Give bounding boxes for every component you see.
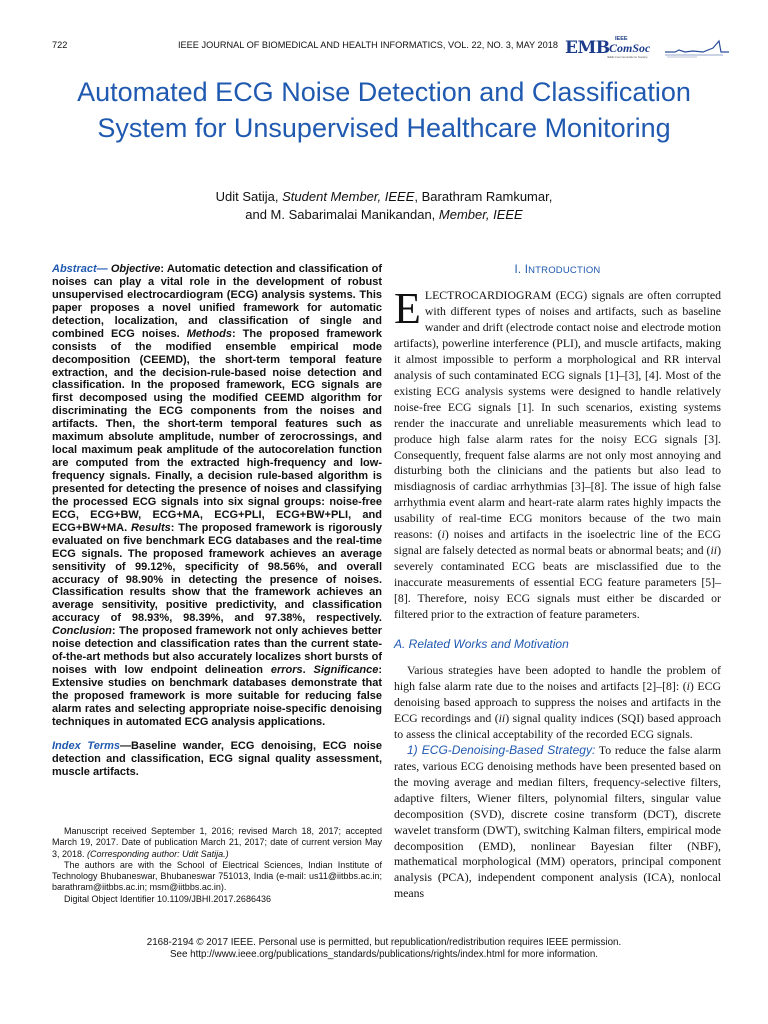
abstract-significance-label: Significance: [313, 664, 379, 677]
abstract-results-text: : The proposed framework is rigorously evaluated on five benchmark ECG databases and the real-time ECG signals. The proposed framework achieves an average sensitivity of 99.12%, specificity of 98.56%, and overall accuracy of 98.90% in detecting the presence of noises. Classification results show that the framework achieves an average sensitivity, positive predictivity, and classification accuracy of 98.93%, 98.39%, and 97.38%, respectively.: [52, 521, 382, 625]
author-membership: Student Member, IEEE: [282, 189, 415, 204]
copyright-line: 2168-2194 © 2017 IEEE. Personal use is permitted, but republication/redistribution requires IEEE permission.: [146, 937, 622, 948]
roman-numeral-ii: ii: [710, 543, 718, 558]
abstract-methods-label: Methods: [186, 327, 232, 340]
comsoc-logo-tagline: IEEE Communications Society: [607, 55, 648, 59]
signal-processing-logo-icon: [663, 38, 731, 60]
related-text-part-1: Various strategies have been adopted to handle the problem of high false alarm rate due to the noises and artifacts [2]–[8]: (: [394, 663, 721, 693]
abstract: [52, 263, 382, 729]
paper-title: Automated ECG Noise Detection and Classification System for Unsupervised Healthcare Monitoring: [77, 77, 691, 143]
footnote-dates: [52, 826, 382, 860]
abstract-objective-text: : Automatic detection and classification of noises can play a vital role in the development of robust unsupervised electrocardiogram (ECG) analysis systems. This paper proposes a novel unified framework for automatic detection, localization, and classification of single and combined ECG noises.: [52, 263, 382, 340]
rights-url-line: See http://www.ieee.org/publications_standards/publications/rights/index.html for more information.: [169, 949, 599, 960]
section-heading-introduction: [394, 264, 721, 276]
page-number: 722: [52, 40, 68, 50]
index-terms-label: Index Terms: [52, 739, 121, 752]
abstract-results-label: Results: [131, 521, 171, 534]
abstract-errors-word: errors: [270, 664, 303, 677]
author-list: [60, 188, 708, 224]
abstract-errors-tail: .: [302, 664, 314, 677]
subsubsection-heading-denoising: 1) ECG-Denoising-Based Strategy:: [407, 742, 596, 757]
subsection-heading-related-works: A. Related Works and Motivation: [394, 637, 569, 652]
index-terms-text: —Baseline wander, ECG denoising, ECG noise detection and classification, ECG signal quality assessment, muscle artifacts.: [52, 739, 382, 778]
footnote-doi: Digital Object Identifier 10.1109/JBHI.2017.2686436: [64, 893, 271, 904]
manuscript-footnote: [52, 826, 382, 905]
corresponding-author: (Corresponding author: Udit Satija.): [87, 848, 229, 859]
section-title-initial: I: [524, 264, 529, 276]
denoising-strategy-text: To reduce the false alarm rates, various ECG denoising methods have been presented based on the moving average and median filters, frequency-selective filters, adaptive filters, Wiener filters, polynomial filters, singular value decomposition (SVD), discrete cosine transform (DCT), discrete wavelet transform (DWT), switching Kalman filters, empirical mode decomposition (EMD), nonlinear Bayesian filter (NBF), mathematical morphological (MM) operators, principal component analysis (PCA), independent component analysis (ICA), nonlocal means: [394, 742, 721, 901]
roman-numeral-i: i: [441, 527, 445, 542]
intro-text-part-1: LECTROCARDIOGRAM (ECG) signals are often corrupted with different types of noises and artifacts, such as baseline wander and drift (electrode contact noise and electrode motion artifacts), powerline interference (PLI), and muscle artifacts, making it almost impossible to perform a morphological and RR interval analysis of such contaminated ECG signals [1]–[3], [4]. Most of the existing ECG analysis systems were designed to handle relatively noise-free ECG signals [1]. In such scenarios, existing systems render the inaccurate and unreliable measurements which lead to produce high false alarm rates for the noisy ECG signals [3]. Consequently, frequent false alarms are not only most annoying and disturbing both the clinicians and the patients but also lead to misdiagnosis of cardiac arrhythmias [3]–[8]. The issue of high false arrhythmia event alarm and heart-rate alarm rates highly impacts the usability of real-time ECG monitors because of the two main reasons: (: [394, 288, 721, 542]
footnote-dates-text: Manuscript received September 1, 2016; revised March 18, 2017; accepted March 19, 2017. Date of publication March 21, 2017; date of current version May 3, 2018.: [52, 826, 382, 859]
related-text-part-3: ) signal quality indices (SQI) based approach to assess the clinical acceptability of the recorded ECG signals.: [394, 710, 722, 741]
emb-logo: EMB: [565, 38, 610, 58]
right-column: [394, 262, 721, 902]
author-name: Udit Satija,: [215, 189, 283, 204]
intro-text-part-3: ) severely contaminated ECG beats are misclassified due to the inaccurate measurements of essential ECG feature parameters [5]–[8]. Therefore, noisy ECG signals must either be discarded or filtered prior to the extraction of feature parameters.: [394, 543, 721, 622]
journal-line: IEEE JOURNAL OF BIOMEDICAL AND HEALTH INFORMATICS, VOL. 22, NO. 3, MAY 2018: [177, 40, 558, 50]
abstract-conclusion-label: Conclusion: [52, 625, 112, 638]
abstract-significance-text: : Extensive studies on benchmark databases demonstrate that the proposed framework is more suitable for reducing false alarm rates and selecting appropriate noise-specific denoising techniques in automated ECG analysis applications.: [52, 664, 382, 728]
comsoc-logo-wordmark: ComSoc: [609, 41, 651, 55]
roman-numeral-i: i: [686, 678, 690, 693]
related-text-part-2: ) ECG denoising based approach to suppress the noises and artifacts in the ECG recordings and (: [394, 678, 721, 725]
intro-text-part-2: ) noises and artifacts in the isoelectric line of the ECG signal are falsely detected as normal beats or abnormal beats; and (: [394, 527, 721, 558]
denoising-strategy-paragraph: [394, 743, 721, 903]
abstract-objective-label: Objective: [110, 263, 161, 275]
related-works-paragraph: [394, 663, 721, 743]
intro-paragraph: [394, 284, 721, 623]
society-logos: [565, 36, 735, 62]
copyright-notice: [60, 937, 708, 961]
drop-cap: E: [394, 284, 421, 333]
index-terms: [52, 740, 382, 779]
abstract-label: Abstract—: [52, 263, 111, 275]
section-numeral: I.: [514, 264, 525, 276]
left-column: [52, 263, 382, 790]
author-name: , Barathram Ramkumar,: [414, 189, 553, 204]
author-membership: Member, IEEE: [438, 207, 523, 222]
section-title-rest: NTRODUCTION: [528, 265, 601, 276]
comsoc-logo: [603, 36, 651, 60]
footnote-affiliation: The authors are with the School of Electrical Sciences, Indian Institute of Technology Bhubaneswar, Bhubaneswar 751013, India (e-mail: us11@iitbbs.ac.in; barathram@iitbbs.ac.in; msm@iitbbs.ac.in).: [52, 859, 382, 893]
roman-numeral-ii: ii: [498, 710, 506, 725]
comsoc-logo-prefix: IEEE: [615, 36, 628, 42]
author-name: and M. Sabarimalai Manikandan,: [245, 207, 439, 222]
abstract-conclusion-text: : The proposed framework not only achieves better noise detection and classification rates than the current state-of-the-art methods but also accurately localizes short bursts of noises with low endpoint delineation: [52, 625, 382, 677]
abstract-methods-text: : The proposed framework consists of the modified ensemble empirical mode decomposition (CEEMD), the short-term temporal feature extraction, and the decision-rule-based noise detection and classification. In the proposed framework, ECG signals are first decomposed using the modified CEEMD algorithm for discriminating the ECG components from the noises and artifacts. Then, the short-term temporal features such as maximum absolute amplitude, number of zerocrossings, and local maximum peak amplitude of the autocorelation function are computed from the extracted high-frequency and low-frequency signals. Finally, a decision rule-based algorithm is presented for detecting the presence of noises and classifying the processed ECG signals into six signal groups: noise-free ECG, ECG+BW, ECG+MA, ECG+PLI, ECG+BW+PLI, and ECG+BW+MA.: [52, 327, 383, 534]
